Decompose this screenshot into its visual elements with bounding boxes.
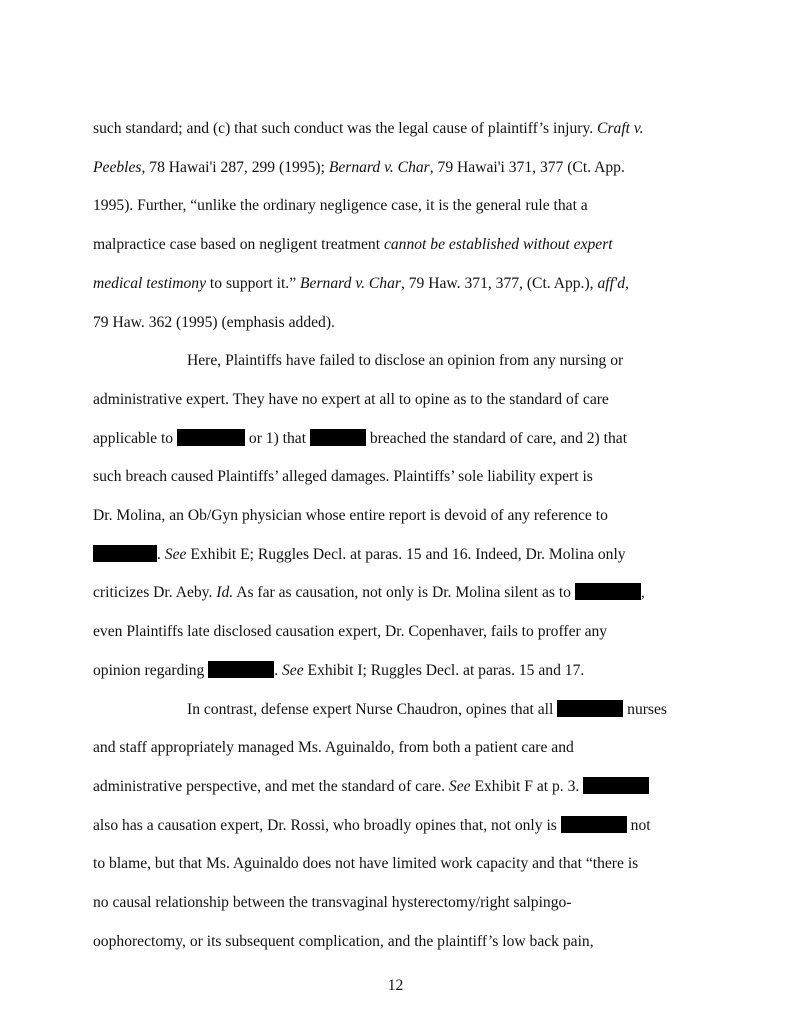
text-run: 79 Haw. 362 (1995) (emphasis added). bbox=[93, 313, 335, 331]
text-run: to blame, but that Ms. Aguinaldo does not have limited work capacity and that “there is bbox=[93, 855, 639, 873]
italic-text: See bbox=[448, 777, 471, 795]
text-run: nurses bbox=[623, 700, 667, 718]
text-run: criticizes Dr. Aeby. bbox=[93, 584, 217, 602]
text-run: opinion regarding bbox=[93, 661, 209, 679]
text-run: . bbox=[157, 545, 165, 563]
text-line bbox=[93, 119, 644, 139]
redaction-box bbox=[575, 583, 641, 600]
text-line bbox=[93, 854, 638, 874]
text-run: Exhibit I; Ruggles Decl. at paras. 15 and 17. bbox=[303, 661, 585, 679]
text-run: . bbox=[274, 661, 282, 679]
text-run: Exhibit F at p. 3. bbox=[470, 777, 584, 795]
text-run: even Plaintiffs late disclosed causation expert, Dr. Copenhaver, fails to proffer any bbox=[93, 623, 608, 641]
text-run: administrative expert. They have no expert at all to opine as to the standard of care bbox=[93, 390, 609, 408]
text-line bbox=[93, 893, 572, 913]
italic-text: Craft v. bbox=[597, 120, 644, 137]
paragraph-start-line bbox=[187, 700, 667, 720]
text-line bbox=[93, 390, 609, 410]
text-run: , bbox=[640, 584, 645, 602]
redaction-box bbox=[93, 545, 157, 562]
italic-text: Bernard v. Char bbox=[300, 274, 401, 292]
text-run: , 79 Haw. 371, 377, (Ct. App.), bbox=[400, 274, 598, 292]
text-run: such breach caused Plaintiffs’ alleged damages. Plaintiffs’ sole liability expert is bbox=[93, 468, 593, 486]
text-line bbox=[93, 661, 584, 681]
text-line bbox=[93, 467, 593, 487]
text-run: administrative perspective, and met the standard of care. bbox=[93, 777, 449, 795]
redaction-box bbox=[583, 777, 649, 794]
text-run: or 1) that bbox=[245, 429, 310, 447]
text-line bbox=[93, 583, 645, 603]
redaction-box bbox=[177, 429, 245, 446]
redaction-box bbox=[561, 816, 627, 833]
text-run: Exhibit E; Ruggles Decl. at paras. 15 and 16. Indeed, Dr. Molina only bbox=[186, 545, 626, 563]
text-line bbox=[93, 777, 649, 797]
text-run: As far as causation, not only is Dr. Molina silent as to bbox=[233, 584, 575, 602]
text-run: breached the standard of care, and 2) that bbox=[365, 429, 628, 447]
text-run: , 79 Hawai'i 371, 377 (Ct. App. bbox=[429, 158, 625, 176]
text-line bbox=[93, 313, 335, 333]
text-line bbox=[93, 274, 629, 294]
text-line bbox=[93, 932, 594, 952]
text-line bbox=[93, 816, 651, 836]
italic-text: See bbox=[164, 545, 187, 563]
text-line bbox=[93, 738, 574, 758]
italic-text: Bernard v. Char bbox=[328, 158, 430, 176]
italic-text: Peebles bbox=[93, 158, 142, 176]
text-run: , 78 Hawai'i 287, 299 (1995); bbox=[141, 158, 329, 176]
italic-text: aff'd, bbox=[597, 274, 629, 292]
text-run: Here, Plaintiffs have failed to disclose an opinion from any nursing or bbox=[187, 352, 624, 370]
text-run: 1995). Further, “unlike the ordinary negligence case, it is the general rule that a bbox=[93, 197, 588, 215]
text-run: not bbox=[626, 816, 651, 834]
redaction-box bbox=[557, 700, 623, 717]
text-run: also has a causation expert, Dr. Rossi, who broadly opines that, not only is bbox=[93, 816, 561, 834]
page-number: 12 bbox=[387, 977, 404, 994]
text-run: no causal relationship between the transvaginal hysterectomy/right salpingo- bbox=[93, 894, 572, 911]
text-line bbox=[93, 429, 627, 449]
text-line bbox=[93, 622, 607, 642]
paragraph-start-line bbox=[187, 351, 623, 371]
text-line bbox=[93, 196, 588, 216]
redaction-box bbox=[208, 661, 274, 678]
text-run: applicable to bbox=[93, 429, 177, 447]
text-run: such standard; and (c) that such conduct was the legal cause of plaintiff’s injury. bbox=[93, 120, 598, 137]
italic-text: cannot be established without expert bbox=[383, 236, 613, 254]
text-run: In contrast, defense expert Nurse Chaudron, opines that all bbox=[187, 700, 558, 718]
text-run: Dr. Molina, an Ob/Gyn physician whose entire report is devoid of any reference to bbox=[93, 507, 608, 524]
text-line bbox=[93, 545, 626, 565]
italic-text: medical testimony bbox=[93, 274, 207, 292]
italic-text: See bbox=[282, 661, 304, 679]
text-line bbox=[93, 235, 613, 255]
text-run: oophorectomy, or its subsequent complication, and the plaintiff’s low back pain, bbox=[93, 932, 594, 950]
text-run: malpractice case based on negligent treatment bbox=[93, 236, 384, 254]
text-run: and staff appropriately managed Ms. Aguinaldo, from both a patient care and bbox=[93, 739, 574, 757]
text-line bbox=[93, 158, 625, 178]
redaction-box bbox=[310, 429, 366, 446]
text-run: to support it.” bbox=[206, 274, 301, 292]
italic-text: Id. bbox=[216, 584, 234, 602]
text-line bbox=[93, 506, 608, 526]
